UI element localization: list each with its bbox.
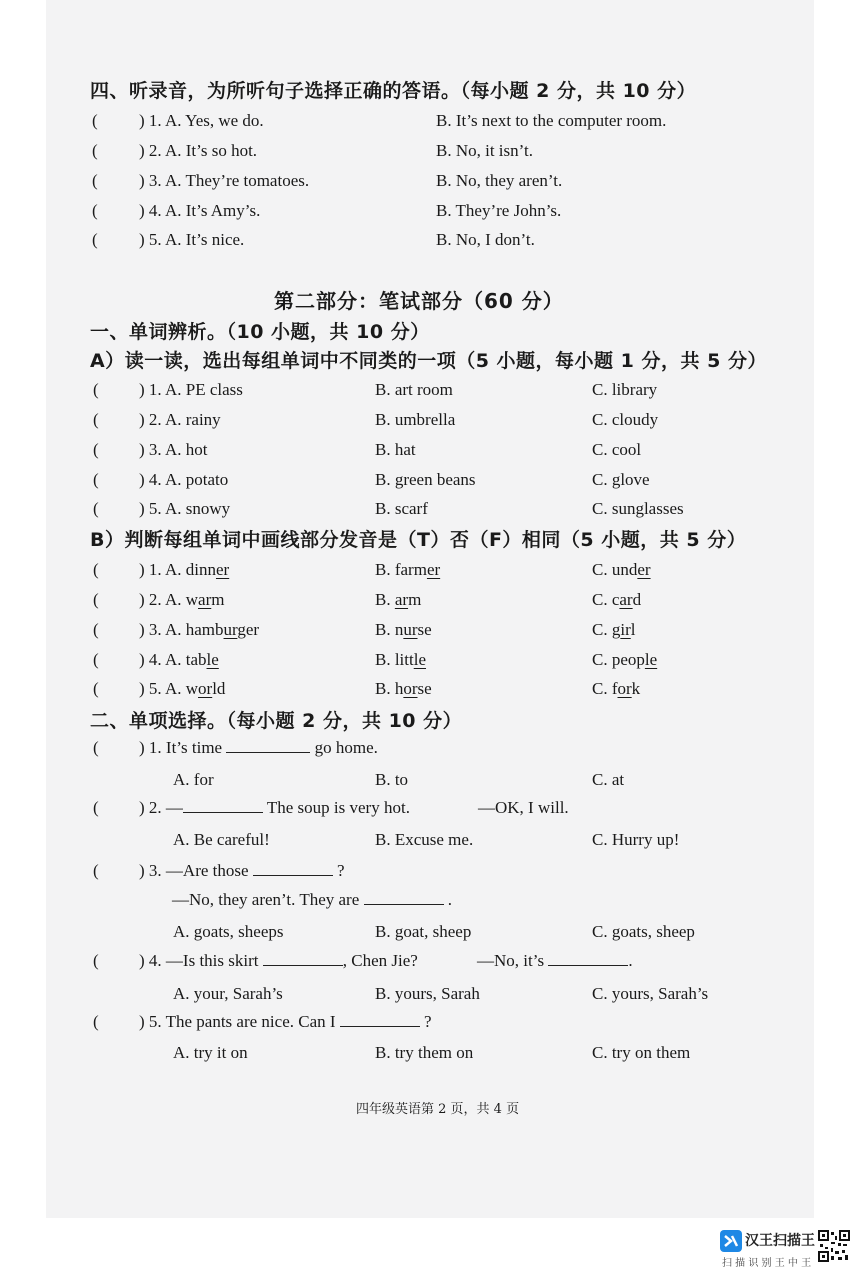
option-c: C. cloudy xyxy=(592,410,659,429)
option-b: B. No, I don’t. xyxy=(436,230,535,249)
option-c: C. card xyxy=(592,590,642,609)
option-c: C. try on them xyxy=(592,1043,691,1062)
underlined-sound: or xyxy=(403,679,418,698)
section1-partB-title: B）判断每组单词中画线部分发音是（T）否（F）相同（5 小题，共 5 分） xyxy=(90,529,747,551)
watermark-slogan: 扫 描 识 别 王 中 王 xyxy=(722,1258,812,1269)
question-3: ) 3. —Are those ? xyxy=(139,861,345,880)
hanvon-logo-icon xyxy=(720,1230,742,1252)
option-b: B. nurse xyxy=(375,620,432,639)
option-a: ) 1. A. Yes, we do. xyxy=(139,111,264,130)
option-a: ) 3. A. hot xyxy=(139,440,208,459)
question-4: ) 4. —Is this skirt , Chen Jie? xyxy=(139,951,418,970)
section2-title: 二、单项选择。（每小题 2 分，共 10 分） xyxy=(90,710,463,732)
answer-paren: ( xyxy=(92,230,98,249)
option-c: C. goats, sheep xyxy=(592,922,695,941)
option-a: A. your, Sarah’s xyxy=(173,984,283,1003)
option-b: B. umbrella xyxy=(375,410,456,429)
option-c: C. library xyxy=(592,380,658,399)
option-a: ) 3. A. They’re tomatoes. xyxy=(139,171,310,190)
answer-paren: ( xyxy=(93,650,99,669)
answer-blank xyxy=(364,890,444,905)
answer-paren: ( xyxy=(92,111,98,130)
option-c: C. fork xyxy=(592,679,641,698)
option-b: B. arm xyxy=(375,590,422,609)
underlined-sound: le xyxy=(644,650,658,669)
option-b: B. scarf xyxy=(375,499,428,518)
underlined-sound: ar xyxy=(394,590,409,609)
option-b: B. horse xyxy=(375,679,432,698)
option-a: A. for xyxy=(173,770,214,789)
option-b: B. hat xyxy=(375,440,416,459)
question-2: ) 2. — The soup is very hot. xyxy=(139,798,410,817)
underlined-sound: ar xyxy=(619,590,633,609)
answer-paren: ( xyxy=(93,951,99,970)
underlined-sound: or xyxy=(617,679,632,698)
option-a: ) 5. A. snowy xyxy=(139,499,231,518)
option-a: ) 1. A. PE class xyxy=(139,380,243,399)
section1-title: 一、单词辨析。（10 小题，共 10 分） xyxy=(90,321,430,343)
hanvon-logo-icon xyxy=(720,1230,742,1252)
answer-blank xyxy=(340,1012,420,1027)
underlined-sound: or xyxy=(198,679,213,698)
option-b: B. It’s next to the computer room. xyxy=(436,111,667,130)
answer-paren: ( xyxy=(93,410,99,429)
option-c: C. people xyxy=(592,650,658,669)
option-b: B. art room xyxy=(375,380,453,399)
answer-paren: ( xyxy=(93,738,99,757)
option-a: A. try it on xyxy=(173,1043,248,1062)
qr-code-icon xyxy=(818,1230,850,1262)
option-a: ) 4. A. table xyxy=(139,650,219,669)
underlined-sound: le xyxy=(206,650,219,669)
answer-paren: ( xyxy=(93,380,99,399)
answer-paren: ( xyxy=(93,560,99,579)
option-b: B. little xyxy=(375,650,427,669)
answer-blank xyxy=(263,951,343,966)
option-a: A. goats, sheeps xyxy=(173,922,284,941)
option-b: B. goat, sheep xyxy=(375,922,472,941)
answer-blank xyxy=(548,951,628,966)
option-b: B. green beans xyxy=(375,470,476,489)
option-a: ) 5. A. world xyxy=(139,679,226,698)
answer-paren: ( xyxy=(92,201,98,220)
option-a: ) 2. A. It’s so hot. xyxy=(139,141,258,160)
option-a: ) 2. A. rainy xyxy=(139,410,221,429)
page-footer: 四年级英语第 2 页，共 4 页 xyxy=(356,1102,520,1117)
option-b: B. to xyxy=(375,770,409,789)
underlined-sound: ur xyxy=(223,620,238,639)
option-b: B. Excuse me. xyxy=(375,830,474,849)
option-c: C. cool xyxy=(592,440,642,459)
option-a: ) 5. A. It’s nice. xyxy=(139,230,245,249)
question-3-line2: —No, they aren’t. They are . xyxy=(172,890,452,909)
answer-paren: ( xyxy=(92,171,98,190)
answer-paren: ( xyxy=(93,861,99,880)
option-a: ) 4. A. It’s Amy’s. xyxy=(139,201,261,220)
question-2-reply: —OK, I will. xyxy=(478,798,569,817)
underlined-sound: er xyxy=(637,560,651,579)
answer-paren: ( xyxy=(93,470,99,489)
answer-blank xyxy=(253,861,333,876)
option-c: C. Hurry up! xyxy=(592,830,680,849)
option-c: C. sunglasses xyxy=(592,499,684,518)
answer-paren: ( xyxy=(93,620,99,639)
option-c: C. yours, Sarah’s xyxy=(592,984,709,1003)
answer-blank xyxy=(183,798,263,813)
watermark-brand: 汉王扫描王 xyxy=(745,1233,815,1249)
option-c: C. girl xyxy=(592,620,636,639)
part2-title: 第二部分：笔试部分（60 分） xyxy=(274,289,564,313)
option-a: ) 1. A. dinner xyxy=(139,560,230,579)
option-b: B. farmer xyxy=(375,560,441,579)
underlined-sound: ar xyxy=(198,590,212,609)
option-c: C. glove xyxy=(592,470,650,489)
underlined-sound: er xyxy=(426,560,441,579)
option-a: ) 4. A. potato xyxy=(139,470,229,489)
option-b: B. They’re John’s. xyxy=(436,201,562,220)
option-c: C. at xyxy=(592,770,625,789)
underlined-sound: ir xyxy=(620,620,631,639)
option-a: ) 2. A. warm xyxy=(139,590,225,609)
answer-paren: ( xyxy=(93,499,99,518)
answer-paren: ( xyxy=(93,440,99,459)
option-a: A. Be careful! xyxy=(173,830,270,849)
section1-partA-title: A）读一读，选出每组单词中不同类的一项（5 小题，每小题 1 分，共 5 分） xyxy=(90,350,767,372)
answer-paren: ( xyxy=(93,798,99,817)
option-a: ) 3. A. hamburger xyxy=(139,620,260,639)
answer-paren: ( xyxy=(93,679,99,698)
answer-paren: ( xyxy=(92,141,98,160)
underlined-sound: ur xyxy=(403,620,418,639)
underlined-sound: le xyxy=(413,650,427,669)
question-1: ) 1. It’s time go home. xyxy=(139,738,378,757)
option-b: B. try them on xyxy=(375,1043,474,1062)
option-b: B. No, they aren’t. xyxy=(436,171,563,190)
option-c: C. under xyxy=(592,560,651,579)
option-b: B. No, it isn’t. xyxy=(436,141,533,160)
answer-blank xyxy=(226,738,310,753)
answer-paren: ( xyxy=(93,590,99,609)
option-b: B. yours, Sarah xyxy=(375,984,480,1003)
answer-paren: ( xyxy=(93,1012,99,1031)
section4-title: 四、听录音，为所听句子选择正确的答语。（每小题 2 分，共 10 分） xyxy=(90,80,697,102)
underlined-sound: er xyxy=(215,560,230,579)
question-5: ) 5. The pants are nice. Can I ? xyxy=(139,1012,432,1031)
question-4-reply: —No, it’s . xyxy=(477,951,633,970)
